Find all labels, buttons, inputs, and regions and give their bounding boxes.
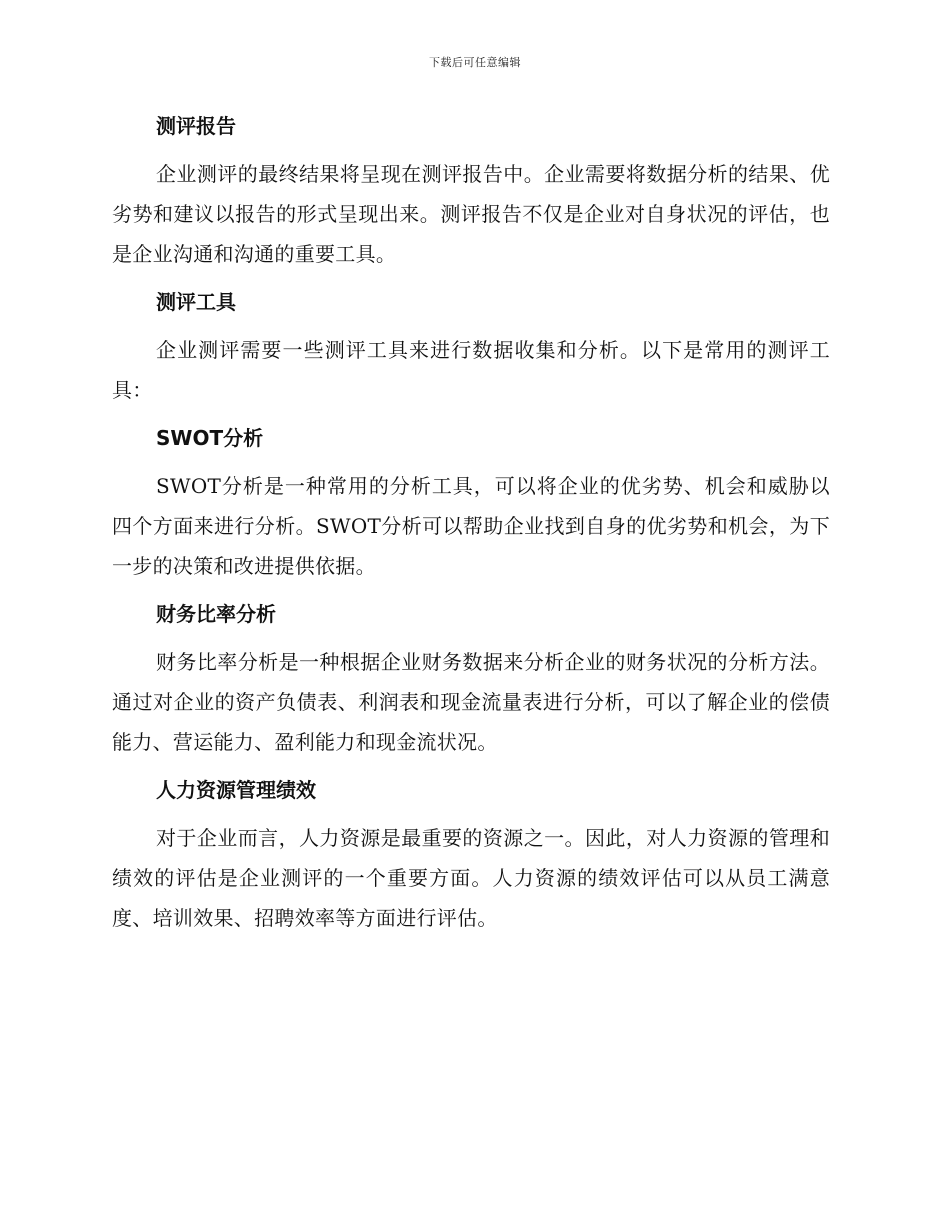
section-financial-ratio-analysis — [112, 598, 830, 762]
section-swot-analysis — [112, 422, 830, 586]
section-paragraph: 企业测评需要一些测评工具来进行数据收集和分析。以下是常用的测评工具： — [112, 338, 830, 402]
section-evaluation-report — [112, 110, 830, 274]
document-body — [112, 110, 830, 950]
section-heading: SWOT分析 — [156, 426, 264, 450]
section-paragraph: SWOT分析是一种常用的分析工具，可以将企业的优劣势、机会和威胁以四个方面来进行分析。SWOT分析可以帮助企业找到自身的优劣势和机会，为下一步的决策和改进提供依据。 — [112, 474, 830, 578]
section-paragraph: 对于企业而言，人力资源是最重要的资源之一。因此，对人力资源的管理和绩效的评估是企业测评的一个重要方面。人力资源的绩效评估可以从员工满意度、培训效果、招聘效率等方面进行评估。 — [112, 826, 830, 930]
section-heading: 测评工具 — [156, 290, 236, 314]
section-heading: 财务比率分析 — [156, 602, 276, 626]
section-evaluation-tools — [112, 286, 830, 410]
section-paragraph: 企业测评的最终结果将呈现在测评报告中。企业需要将数据分析的结果、优劣势和建议以报告的形式呈现出来。测评报告不仅是企业对自身状况的评估，也是企业沟通和沟通的重要工具。 — [112, 162, 830, 266]
section-heading: 人力资源管理绩效 — [156, 778, 316, 802]
section-heading: 测评报告 — [156, 114, 236, 138]
page-header: 下载后可任意编辑 — [429, 56, 521, 69]
section-hr-performance — [112, 774, 830, 938]
section-paragraph: 财务比率分析是一种根据企业财务数据来分析企业的财务状况的分析方法。通过对企业的资产负债表、利润表和现金流量表进行分析，可以了解企业的偿债能力、营运能力、盈利能力和现金流状况。 — [112, 650, 830, 754]
